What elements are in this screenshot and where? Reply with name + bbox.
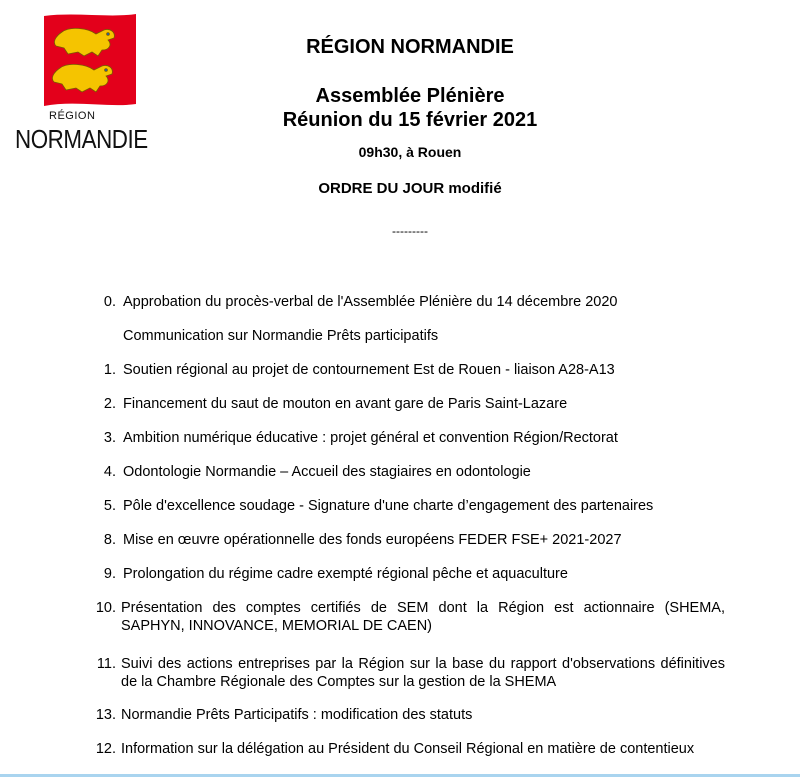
- logo-normandie-text: NORMANDIE: [15, 124, 148, 154]
- agenda-item-number: 10.: [95, 600, 116, 616]
- agenda-item-number: 13.: [95, 707, 116, 723]
- agenda-item-text: Soutien régional au projet de contournement Est de Rouen - liaison A28-A13: [123, 362, 615, 378]
- agenda-item-text: Normandie Prêts Participatifs : modification des statuts: [121, 707, 473, 723]
- agenda-item-text: Communication sur Normandie Prêts participatifs: [123, 328, 439, 344]
- time-place: 09h30, à Rouen: [358, 144, 462, 160]
- agenda-item-text: Information sur la délégation au Président du Conseil Régional en matière de contentieux: [121, 741, 695, 757]
- agenda-item-number: 3.: [103, 430, 116, 446]
- agenda-item-number: 12.: [95, 741, 116, 757]
- agenda-item-text: Financement du saut de mouton en avant gare de Paris Saint-Lazare: [123, 396, 568, 412]
- agenda-item-text: Odontologie Normandie – Accueil des stagiaires en odontologie: [123, 464, 531, 480]
- region-normandie-logo: [14, 12, 154, 154]
- region-title: RÉGION NORMANDIE: [306, 36, 514, 58]
- agenda-item-text: Pôle d'excellence soudage - Signature d'une charte d’engagement des partenaires: [123, 498, 654, 514]
- agenda-item-text: Ambition numérique éducative : projet général et convention Région/Rectorat: [123, 430, 618, 446]
- agenda-title: ORDRE DU JOUR modifié: [318, 180, 502, 197]
- logo-region-text: RÉGION: [49, 110, 96, 122]
- agenda-item-text: Présentation des comptes certifiés de SEM dont la Région est actionnaire (SHEMA, SAPHYN, INNOVANCE, MEMORIAL DE CAEN): [121, 600, 725, 634]
- flag-lions-icon: [40, 12, 140, 108]
- bottom-divider: [0, 774, 800, 777]
- agenda-item-number: 2.: [103, 396, 116, 412]
- agenda-item-text: Mise en œuvre opérationnelle des fonds européens FEDER FSE+ 2021-2027: [123, 532, 622, 548]
- agenda-item-number: 1.: [103, 362, 116, 378]
- agenda-item-number: 8.: [103, 532, 116, 548]
- agenda-item-number: 5.: [103, 498, 116, 514]
- agenda-item-number: 9.: [103, 566, 116, 582]
- agenda-item-number: 4.: [103, 464, 116, 480]
- agenda-item-text: Prolongation du régime cadre exempté régional pêche et aquaculture: [123, 566, 568, 582]
- agenda-item-text: Approbation du procès-verbal de l'Assemblée Plénière du 14 décembre 2020: [123, 294, 618, 310]
- agenda-item-text: Suivi des actions entreprises par la Région sur la base du rapport d'observations définitives de la Chambre Régionale des Comptes sur la gestion de la SHEMA: [121, 656, 725, 690]
- meeting-date: Réunion du 15 février 2021: [282, 109, 538, 131]
- separator: ---------: [392, 224, 428, 238]
- agenda-item-number: 11.: [96, 656, 116, 672]
- agenda-item-number: 0.: [103, 294, 116, 310]
- assembly-title: Assemblée Plénière: [315, 85, 505, 107]
